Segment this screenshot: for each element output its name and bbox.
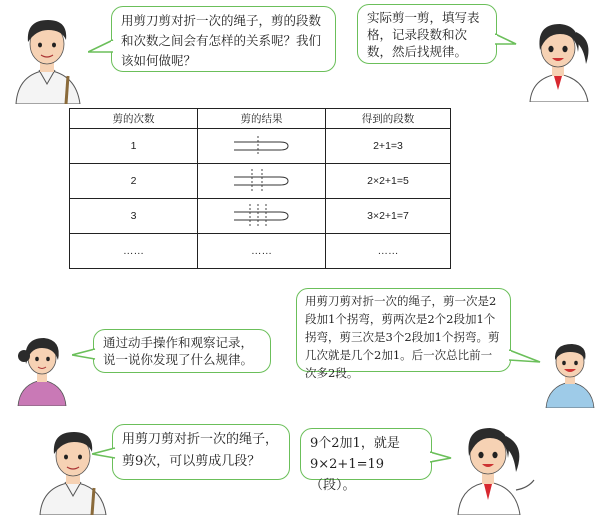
rope-cut-diagram (198, 164, 326, 199)
cell-segments: …… (326, 234, 451, 269)
teacher-question2-bubble (112, 424, 290, 480)
girl-character (520, 18, 598, 102)
woman-question-text: 通过动手操作和观察记录，说一说你发现了什么规律。 (103, 335, 254, 367)
teacher-question2-text: 用剪刀剪对折一次的绳子，剪9次，可以剪成几段？ (122, 432, 279, 469)
girl-answer2-line2: 9×2+1=19（段）。 (310, 457, 385, 493)
girl-answer-text: 实际剪一剪，填写表格，记录段数和次数，然后找规律。 (367, 10, 480, 59)
boy-answer-text: 用剪刀剪对折一次的绳子，剪一次是2段加1个拐弯，剪两次是2个2段加1个拐弯，剪三次是3个2段加1个拐弯。剪几次就是几个2加1。后一次总比前一次多2段。 (305, 294, 500, 380)
cell-segments: 3×2+1=7 (326, 199, 451, 234)
bubble-tail (72, 347, 96, 361)
rope-cut-diagram (198, 199, 326, 234)
bubble-tail (509, 348, 541, 366)
woman-question-bubble (93, 329, 271, 373)
cell-result: …… (198, 234, 326, 269)
teacher-character (6, 12, 88, 104)
cell-times: …… (70, 234, 198, 269)
cell-times: 3 (70, 199, 198, 234)
header-result: 剪的结果 (198, 109, 326, 129)
folded-rope-icon (232, 202, 292, 230)
boy-answer-bubble (296, 288, 511, 380)
header-segments: 得到的段数 (326, 109, 451, 129)
folded-rope-icon (232, 167, 292, 195)
girl-answer2-bubble (300, 428, 432, 493)
table-row (70, 129, 451, 164)
cell-segments: 2×2+1=5 (326, 164, 451, 199)
girl-answer2-line1: 9个2加1，就是 (310, 436, 400, 451)
table-header-row (70, 109, 451, 129)
folded-rope-icon (232, 134, 292, 158)
cutting-table (69, 108, 451, 269)
bubble-tail (92, 446, 116, 460)
boy-character (542, 340, 598, 408)
bubble-tail (88, 38, 114, 56)
girl-character-bottom (446, 420, 536, 515)
cell-times: 1 (70, 129, 198, 164)
table-row (70, 164, 451, 199)
girl-answer-bubble (357, 4, 497, 64)
woman-character (14, 334, 70, 406)
bubble-tail (495, 32, 517, 48)
cell-segments: 2+1=3 (326, 129, 451, 164)
cell-times: 2 (70, 164, 198, 199)
header-times: 剪的次数 (70, 109, 198, 129)
teacher-character-bottom (34, 424, 112, 515)
table-row (70, 199, 451, 234)
teacher-question-bubble (111, 6, 336, 72)
table-row (70, 234, 451, 269)
teacher-question-text: 用剪刀剪对折一次的绳子，剪的段数和次数之间会有怎样的关系呢？我们该如何做呢？ (121, 13, 322, 68)
rope-cut-diagram (198, 129, 326, 164)
